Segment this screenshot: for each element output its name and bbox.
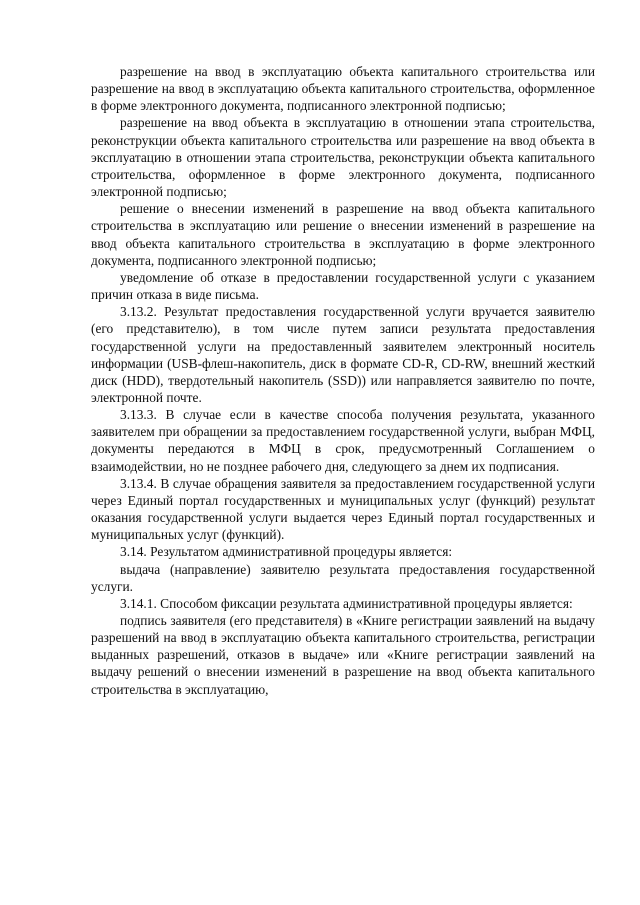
paragraph: разрешение на ввод в эксплуатацию объекта капитального строительства или разрешение на ввод в эксплуатацию объекта капитального строительства, оформленное в форме электронного документа, подписанного электронной подписью; [91,64,595,114]
paragraph: 3.13.4. В случае обращения заявителя за предоставлением государственной услуги через Единый портал государственных и муниципальных услуг (функций) результат оказания государственной услуги выдается через Единый портал государственных и муниципальных услуг (функций). [91,475,595,543]
paragraph: решение о внесении изменений в разрешение на ввод объекта капитального строительства в эксплуатацию или решение о внесении изменений в разрешение на ввод объекта капитального строительства в эксплуатацию в форме электронного документа, подписанного электронной подписью; [91,201,595,268]
paragraph: 3.14. Результатом административной процедуры является: [120,544,453,560]
paragraph: подпись заявителя (его представителя) в «Книге регистрации заявлений на выдачу разрешений на ввод в эксплуатацию объекта капитального строительства, регистрации выданных разрешений, отказов в выдаче» или «Книге регистрации заявлений на выдачу решений о внесении изменений в разрешение на ввод объекта капитального строительства в эксплуатацию, [91,613,595,697]
paragraph: 3.13.2. Результат предоставления государственной услуги вручается заявителю (его представителю), в том числе путем записи результата предоставления государственной услуги на предоставленный заявителем электронный носитель информации (USB-флеш-накопитель, диск в формате CD-R, CD-RW, внешний жесткий диск (HDD), твердотельный накопитель (SSD)) или направляется заявителю по почте, электронной почте. [91,304,595,405]
paragraph: разрешение на ввод объекта в эксплуатацию в отношении этапа строительства, реконструкции объекта капитального строительства или разрешение на ввод объекта в эксплуатацию в отношении этапа строительства, реконструкции объекта капитального строительства, оформленное в форме электронного документа, подписанного электронной подписью; [91,115,595,200]
paragraph: уведомление об отказе в предоставлении государственной услуги с указанием причин отказа в виде письма. [91,269,595,303]
paragraph: 3.13.3. В случае если в качестве способа получения результата, указанного заявителем при обращении за предоставлением государственной услуги, выбран МФЦ, документы передаются в МФЦ в срок, предусмотренный Соглашением о взаимодействии, но не позднее рабочего дня, следующего за днем их подписания. [91,407,595,474]
paragraph: 3.14.1. Способом фиксации результата административной процедуры является: [120,595,573,611]
document-page [91,63,595,698]
paragraph: выдача (направление) заявителю результата предоставления государственной услуги. [91,561,595,594]
